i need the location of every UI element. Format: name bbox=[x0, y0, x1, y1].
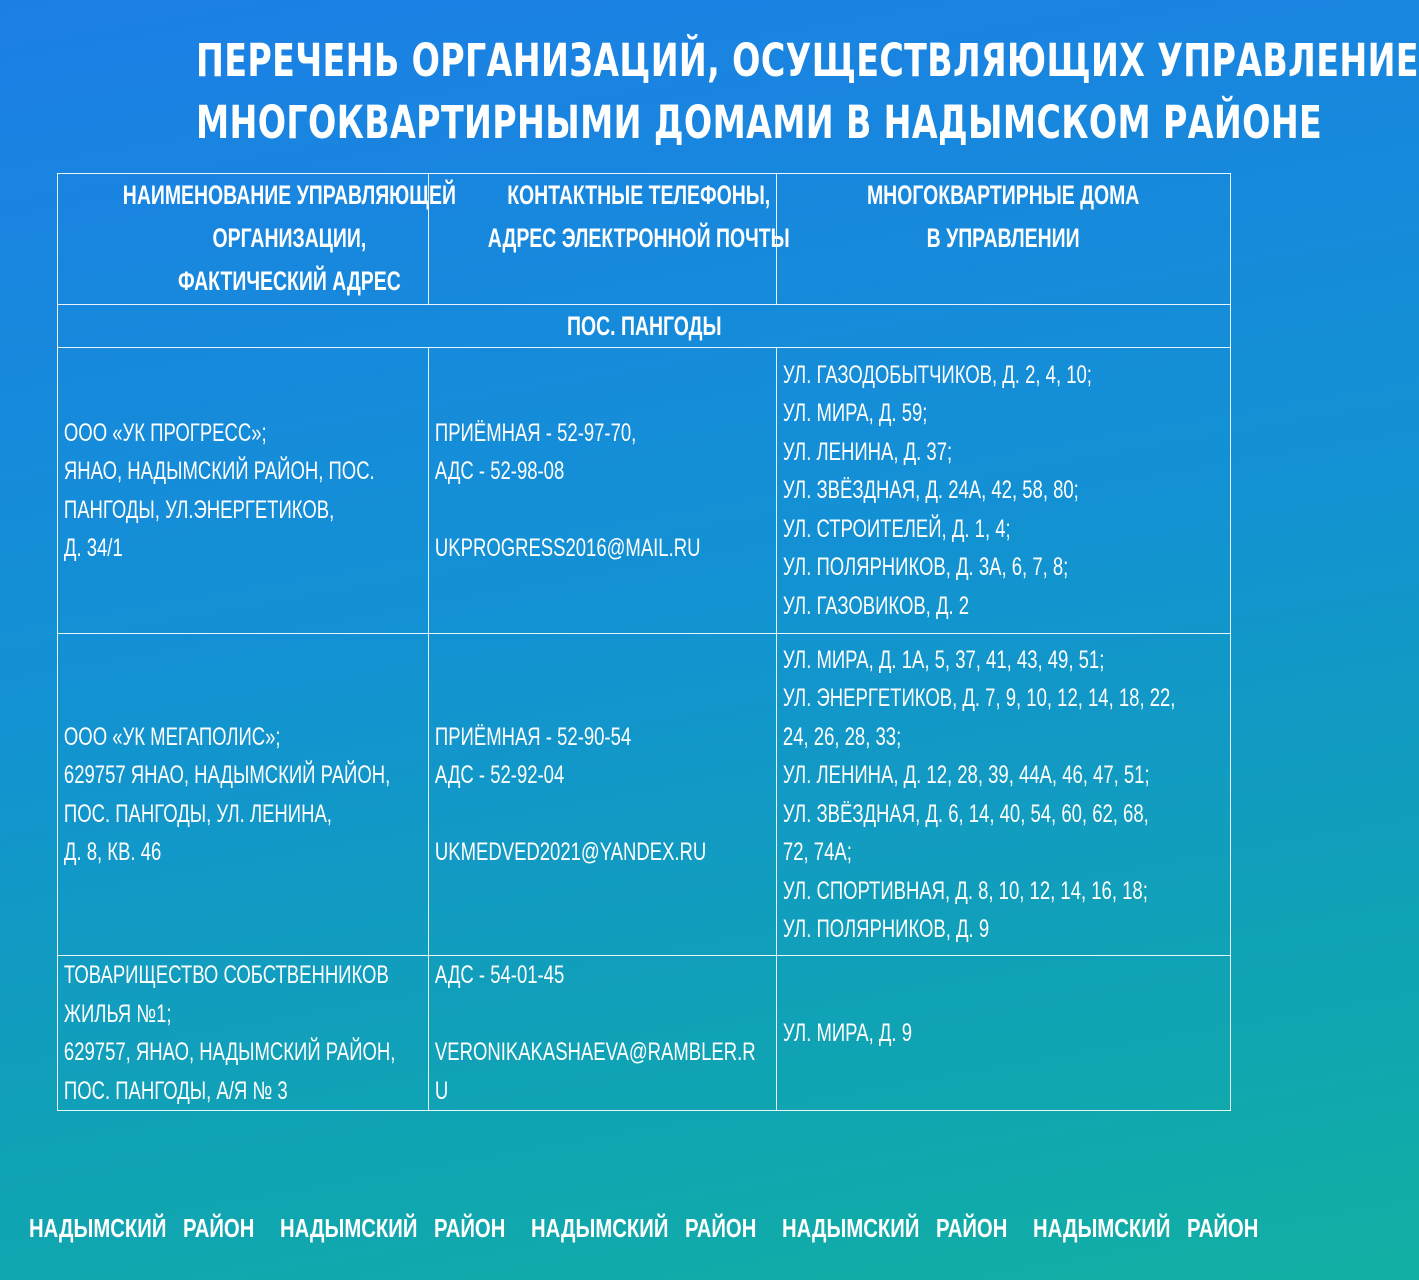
org-line: 629757 ЯНАО, НАДЫМСКИЙ РАЙОН, bbox=[63, 761, 391, 789]
table-row bbox=[58, 956, 1231, 1111]
spacer-line bbox=[435, 491, 776, 530]
contacts-cell bbox=[429, 348, 777, 634]
org-line: ПОС. ПАНГОДЫ, УЛ. ЛЕНИНА, bbox=[63, 799, 332, 828]
section-label: ПОС. ПАНГОДЫ bbox=[566, 310, 722, 341]
header-org bbox=[58, 174, 456, 305]
org-line: ТОВАРИЩЕСТВО СОБСТВЕННИКОВ bbox=[63, 961, 389, 989]
section-title bbox=[58, 305, 1231, 348]
table-row bbox=[58, 348, 1231, 634]
houses-cell bbox=[777, 348, 1231, 634]
organizations-table bbox=[57, 173, 1231, 1111]
title-line-1: ПЕРЕЧЕНЬ ОРГАНИЗАЦИЙ, ОСУЩЕСТВЛЯЮЩИХ УПРАВЛЕНИЕ bbox=[196, 34, 1419, 87]
title-line-2: МНОГОКВАРТИРНЫМИ ДОМАМИ В НАДЫМСКОМ РАЙОНЕ bbox=[196, 96, 1323, 149]
header-org-line: НАИМЕНОВАНИЕ УПРАВЛЯЮЩЕЙ bbox=[122, 180, 456, 210]
house-line: УЛ. ЛЕНИНА, Д. 37; bbox=[782, 437, 953, 466]
email-link[interactable]: UKMEDVED2021@YANDEX.RU bbox=[434, 838, 707, 866]
house-line: 24, 26, 28, 33; bbox=[782, 722, 902, 751]
org-line: ЯНАО, НАДЫМСКИЙ РАЙОН, ПОС. bbox=[63, 457, 375, 485]
house-line: УЛ. ГАЗОВИКОВ, Д. 2 bbox=[782, 591, 970, 620]
org-line: ПАНГОДЫ, УЛ.ЭНЕРГЕТИКОВ, bbox=[63, 495, 335, 524]
phone-line: ПРИЁМНАЯ - 52-90-54 bbox=[434, 722, 632, 751]
footer-strip bbox=[0, 1208, 1280, 1248]
house-line: УЛ. ГАЗОДОБЫТЧИКОВ, Д. 2, 4, 10; bbox=[782, 360, 1092, 389]
org-line: ЖИЛЬЯ №1; bbox=[63, 999, 172, 1028]
house-line: УЛ. СТРОИТЕЛЕЙ, Д. 1, 4; bbox=[782, 514, 1011, 543]
phone-line: ПРИЁМНАЯ - 52-97-70, bbox=[434, 418, 637, 447]
org-cell bbox=[58, 348, 429, 634]
header-houses bbox=[777, 174, 1231, 305]
contacts-cell bbox=[429, 956, 777, 1111]
email-link[interactable]: VERONIKAKASHAEVA@RAMBLER.R bbox=[434, 1038, 756, 1066]
house-line: УЛ. ЛЕНИНА, Д. 12, 28, 39, 44А, 46, 47, 51; bbox=[782, 761, 1150, 789]
header-houses-line: МНОГОКВАРТИРНЫЕ ДОМА bbox=[867, 180, 1140, 210]
house-line: УЛ. ЗВЁЗДНАЯ, Д. 6, 14, 40, 54, 60, 62, 68, bbox=[782, 799, 1149, 828]
header-org-line: ФАКТИЧЕСКИЙ АДРЕС bbox=[177, 266, 401, 296]
houses-cell bbox=[777, 956, 1231, 1111]
footer-label: НАДЫМСКИЙ РАЙОН bbox=[782, 1213, 1008, 1243]
house-line: 72, 74А; bbox=[782, 838, 852, 866]
house-line: УЛ. ПОЛЯРНИКОВ, Д. 3А, 6, 7, 8; bbox=[782, 553, 1069, 582]
house-line: УЛ. ЗВЁЗДНАЯ, Д. 24А, 42, 58, 80; bbox=[782, 476, 1079, 505]
footer-label: НАДЫМСКИЙ РАЙОН bbox=[29, 1213, 255, 1243]
email-link[interactable]: UKPROGRESS2016@MAIL.RU bbox=[434, 534, 701, 562]
house-line: УЛ. МИРА, Д. 9 bbox=[782, 1018, 913, 1047]
house-line: УЛ. ПОЛЯРНИКОВ, Д. 9 bbox=[782, 915, 990, 943]
table-row bbox=[58, 634, 1231, 956]
spacer-line bbox=[435, 995, 776, 1034]
phone-line: АДС - 52-92-04 bbox=[434, 761, 565, 789]
org-line: 629757, ЯНАО, НАДЫМСКИЙ РАЙОН, bbox=[63, 1038, 396, 1066]
phone-line: АДС - 52-98-08 bbox=[434, 457, 565, 485]
org-cell bbox=[58, 956, 429, 1111]
org-line: Д. 8, КВ. 46 bbox=[63, 838, 162, 866]
page-title bbox=[196, 30, 1419, 154]
house-line: УЛ. МИРА, Д. 59; bbox=[782, 399, 928, 428]
house-line: УЛ. ЭНЕРГЕТИКОВ, Д. 7, 9, 10, 12, 14, 18, 22, bbox=[782, 684, 1176, 712]
org-line: Д. 34/1 bbox=[63, 534, 123, 562]
house-line: УЛ. МИРА, Д. 1А, 5, 37, 41, 43, 49, 51; bbox=[782, 645, 1105, 674]
header-org-line: ОРГАНИЗАЦИИ, bbox=[212, 223, 367, 253]
header-contacts-line: КОНТАКТНЫЕ ТЕЛЕФОНЫ, bbox=[507, 180, 771, 210]
org-cell bbox=[58, 634, 429, 956]
org-line: ООО «УК МЕГАПОЛИС»; bbox=[63, 722, 281, 751]
house-line: УЛ. СПОРТИВНАЯ, Д. 8, 10, 12, 14, 16, 18; bbox=[782, 876, 1148, 905]
header-houses-line: В УПРАВЛЕНИИ bbox=[927, 223, 1080, 253]
org-line: ООО «УК ПРОГРЕСС»; bbox=[63, 418, 267, 447]
org-line: ПОС. ПАНГОДЫ, А/Я № 3 bbox=[63, 1076, 288, 1105]
houses-cell bbox=[777, 634, 1231, 956]
footer-label: НАДЫМСКИЙ РАЙОН bbox=[1033, 1213, 1259, 1243]
email-link[interactable]: U bbox=[434, 1076, 449, 1105]
phone-line: АДС - 54-01-45 bbox=[434, 961, 565, 989]
footer-label: НАДЫМСКИЙ РАЙОН bbox=[531, 1213, 757, 1243]
table-header-row bbox=[58, 174, 1231, 305]
section-row bbox=[58, 305, 1231, 348]
header-contacts bbox=[429, 174, 790, 305]
header-contacts-line: АДРЕС ЭЛЕКТРОННОЙ ПОЧТЫ bbox=[487, 223, 790, 253]
spacer-line bbox=[435, 795, 776, 834]
contacts-cell bbox=[429, 634, 777, 956]
footer-label: НАДЫМСКИЙ РАЙОН bbox=[280, 1213, 506, 1243]
